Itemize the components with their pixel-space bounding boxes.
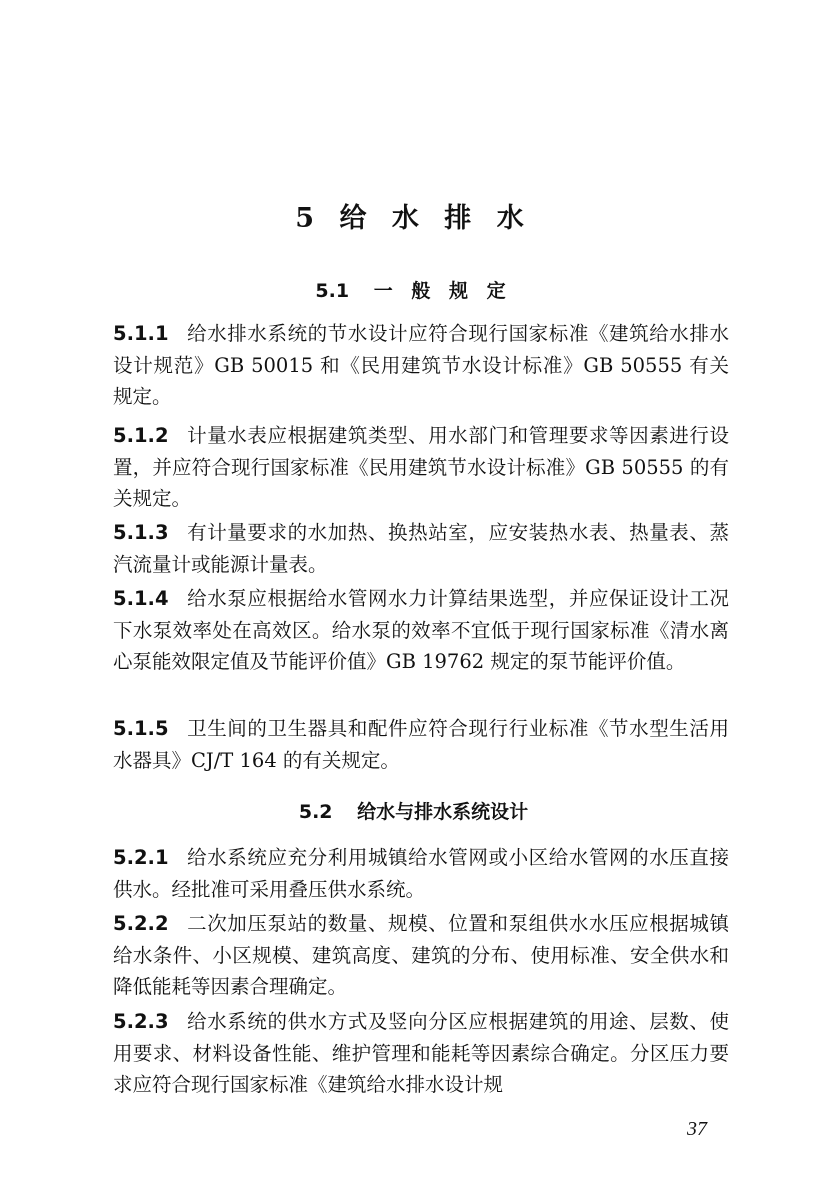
- clause-5-1-3: [113, 517, 729, 580]
- clause-text: 二次加压泵站的数量、规模、位置和泵组供水水压应根据城镇给水条件、小区规模、建筑高度、建筑的分布、使用标准、安全供水和降低能耗等因素合理确定。: [113, 912, 729, 998]
- clause-number: 5.1.4: [113, 587, 169, 610]
- section-number: 5.2: [298, 801, 333, 823]
- clause-number: 5.2.2: [113, 912, 169, 935]
- clause-text: 给水排水系统的节水设计应符合现行国家标准《建筑给水排水设计规范》GB 50015 和《民用建筑节水设计标准》GB 50555 有关规定。: [113, 322, 729, 408]
- clause-number: 5.2.3: [113, 1010, 169, 1033]
- chapter-number: 5: [295, 203, 315, 234]
- clause-5-1-4: [113, 583, 729, 678]
- clause-number: 5.1.1: [113, 322, 169, 345]
- clause-text: 卫生间的卫生器具和配件应符合现行行业标准《节水型生活用水器具》CJ/T 164 的有关规定。: [113, 717, 729, 772]
- chapter-heading: 给 水 排 水: [339, 203, 532, 234]
- clause-text: 有计量要求的水加热、换热站室，应安装热水表、热量表、蒸汽流量计或能源计量表。: [113, 521, 729, 576]
- clause-5-1-5: [113, 713, 729, 776]
- chapter-title: [0, 196, 827, 235]
- clause-5-2-1: [113, 842, 729, 905]
- section-heading: 给水与排水系统设计: [357, 801, 529, 823]
- clause-5-2-3: [113, 1006, 729, 1101]
- clause-number: 5.1.2: [113, 424, 169, 447]
- clause-number: 5.1.5: [113, 717, 169, 740]
- clause-text: 给水系统应充分利用城镇给水管网或小区给水管网的水压直接供水。经批准可采用叠压供水系统。: [113, 846, 729, 901]
- section-heading: 一 般 规 定: [373, 280, 512, 302]
- section-title-5-2: [0, 797, 827, 824]
- clause-5-1-1: [113, 318, 729, 413]
- clause-5-1-2: [113, 420, 729, 515]
- clause-number: 5.2.1: [113, 846, 169, 869]
- clause-text: 计量水表应根据建筑类型、用水部门和管理要求等因素进行设置，并应符合现行国家标准《民用建筑节水设计标准》GB 50555 的有关规定。: [113, 424, 729, 510]
- page-number: 37: [687, 1118, 707, 1140]
- clause-text: 给水泵应根据给水管网水力计算结果选型，并应保证设计工况下水泵效率处在高效区。给水泵的效率不宜低于现行国家标准《清水离心泵能效限定值及节能评价值》GB 19762 规定的泵节能评价值。: [113, 587, 729, 673]
- clause-number: 5.1.3: [113, 521, 169, 544]
- clause-5-2-2: [113, 908, 729, 1003]
- clause-text: 给水系统的供水方式及竖向分区应根据建筑的用途、层数、使用要求、材料设备性能、维护管理和能耗等因素综合确定。分区压力要求应符合现行国家标准《建筑给水排水设计规: [113, 1010, 729, 1096]
- section-title-5-1: [0, 276, 827, 303]
- section-number: 5.1: [315, 280, 350, 302]
